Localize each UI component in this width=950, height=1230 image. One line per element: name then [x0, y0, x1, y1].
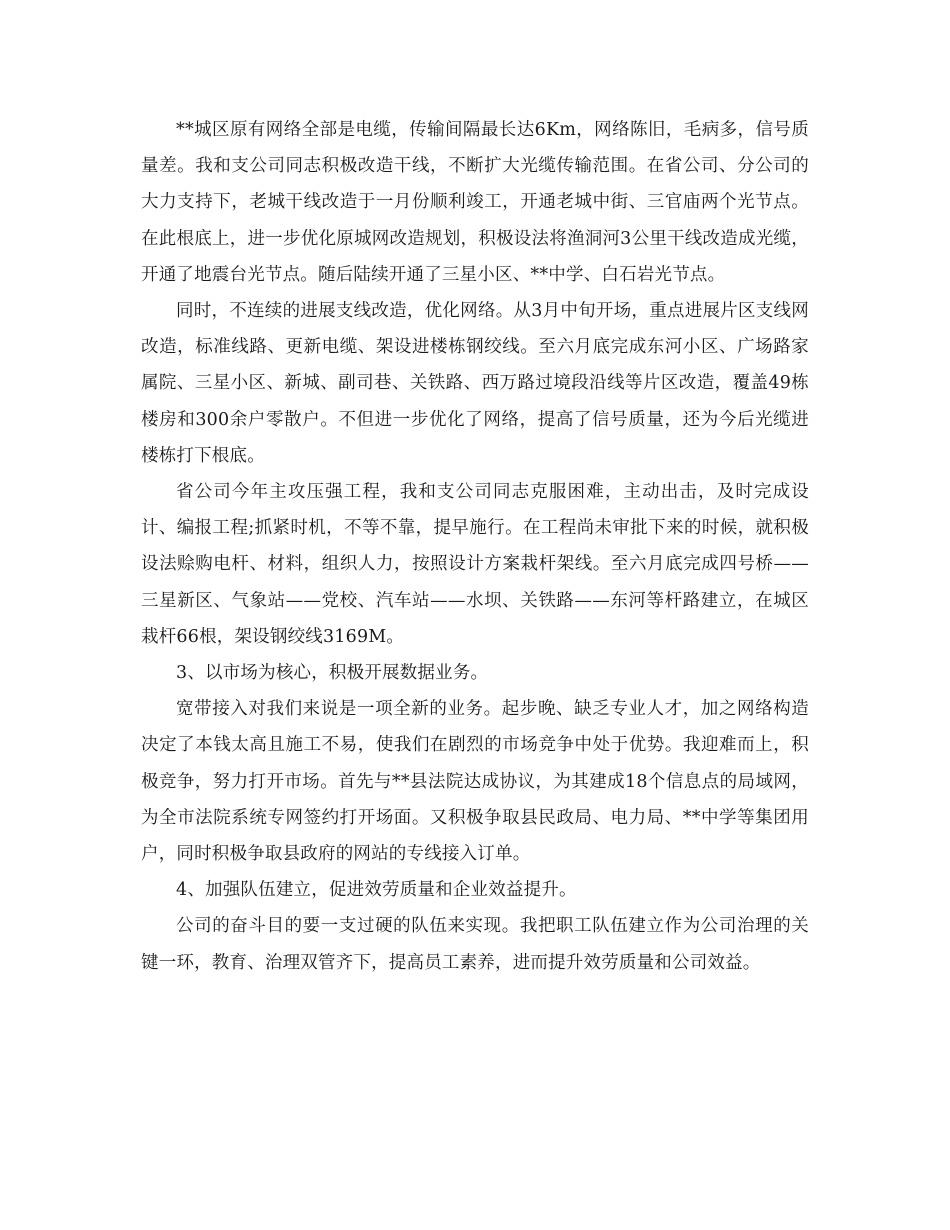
paragraph-pole-project: 省公司今年主攻压强工程，我和支公司同志克服困难，主动出击，及时完成设计、编报工程;抓紧时机，不等不靠，提早施行。在工程尚未审批下来的时候，就积极设法赊购电杆、材料，组织人力，按照设计方案栽杆架线。至六月底完成四号桥——三星新区、气象站——党校、汽车站——水坝、关铁路——东河等杆路建立，在城区栽杆66根，架设钢绞线3169M。 [141, 482, 809, 647]
paragraph-branch-upgrade: 同时，不连续的进展支线改造，优化网络。从3月中旬开场，重点进展片区支线网改造，标准线路、更新电缆、架设进楼栋钢绞线。至六月底完成东河小区、广场路家属院、三星小区、新城、副司巷、关铁路、西万路过境段沿线等片区改造，覆盖49栋楼房和300余户零散户。不但进一步优化了网络，提高了信号质量，还为今后光缆进楼栋打下根底。 [141, 301, 809, 466]
document-body [141, 112, 809, 981]
paragraph-network-trunk: **城区原有网络全部是电缆，传输间隔最长达6Km，网络陈旧，毛病多，信号质量差。我和支公司同志积极改造干线，不断扩大光缆传输范围。在省公司、分公司的大力支持下，老城干线改造于一月份顺利竣工，开通老城中街、三官庙两个光节点。在此根底上，进一步优化原城网改造规划，积极设法将渔洞河3公里干线改造成光缆，开通了地震台光节点。随后陆续开通了三星小区、**中学、白石岩光节点。 [141, 120, 809, 285]
section-heading-team-building: 4、加强队伍建立，促进效劳质量和企业效益提升。 [176, 880, 577, 901]
section-heading-data-business: 3、以市场为核心，积极开展数据业务。 [176, 663, 489, 684]
paragraph-broadband: 宽带接入对我们来说是一项全新的业务。起步晚、缺乏专业人才，加之网络构造决定了本钱太高且施工不易，使我们在剧烈的市场竞争中处于优势。我迎难而上，积极竞争，努力打开市场。首先与**县法院达成协议，为其建成18个信息点的局域网，为全市法院系统专网签约打开场面。又积极争取县民政局、电力局、**中学等集团用户，同时积极争取县政府的网站的专线接入订单。 [141, 699, 809, 865]
paragraph-team-goal: 公司的奋斗目的要一支过硬的队伍来实现。我把职工队伍建立作为公司治理的关键一环，教育、治理双管齐下，提高员工素养，进而提升效劳质量和公司效益。 [141, 916, 809, 973]
